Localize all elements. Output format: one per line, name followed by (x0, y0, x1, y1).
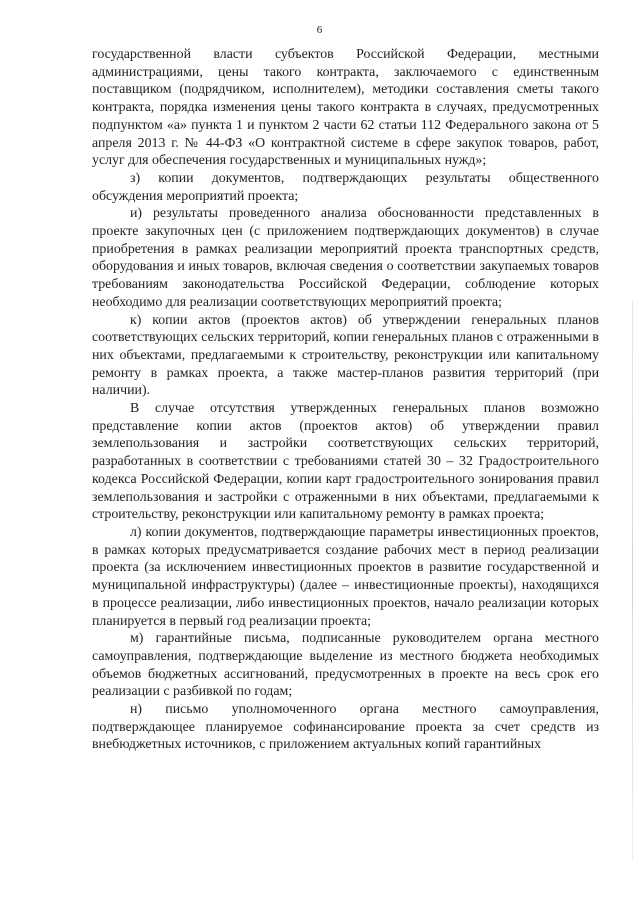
scan-edge-line (632, 300, 633, 860)
page-number: 6 (316, 24, 323, 36)
paragraph-item-m: м) гарантийные письма, подписанные руководителем органа местного самоуправления, подтверждающие выделение из местного бюджета необходимых объемов бюджетных ассигнований, предусмотренных в проекте на весь срок его реализации с разбивкой по годам; (92, 631, 599, 700)
paragraph-continuation: государственной власти субъектов Российской Федерации, местными администрациями, цены такого контракта, заключаемого с единственным поставщиком (подрядчиком, исполнителем), методики составления сметы такого контракта, порядка изменения цены такого контракта в случаях, предусмотренных подпунктом «а» пункта 1 и пунктом 2 части 62 статьи 112 Федерального закона от 5 апреля 2013 г. № 44-ФЗ «О контрактной системе в сфере закупок товаров, работ, услуг для обеспечения государственных и муниципальных нужд»; (92, 47, 599, 169)
paragraph-item-k: к) копии актов (проектов актов) об утверждении генеральных планов соответствующих сельских территорий, копии генеральных планов с отраженными в них объектами, предлагаемыми к строительству, реконструкции или капитальному ремонту в рамках проекта, а также мастер-планов развития территорий (при наличии). (92, 312, 599, 399)
paragraph-no-general-plans: В случае отсутствия утвержденных генеральных планов возможно представление копии актов (проектов актов) об утверждении правил землепользования и застройки соответствующих сельских территорий, разработанных в соответствии с требованиями статей 30 – 32 Градостроительного кодекса Российской Федерации, копии карт градостроительного зонирования правил землепользования и застройки с отраженными в них объектами, предлагаемыми к строительству, реконструкции или капитальному ремонту в рамках проекта; (92, 401, 599, 523)
paragraph-item-l: л) копии документов, подтверждающие параметры инвестиционных проектов, в рамках которых предусматривается создание рабочих мест в период реализации проекта (за исключением инвестиционных проектов в развитие государственной и муниципальной инфраструктуры) (далее – инвестиционные проекты), находящихся в процессе реализации, либо инвестиционных проектов, начало реализации которых планируется в первый год реализации проекта; (92, 524, 599, 629)
document-body (92, 46, 599, 754)
paragraph-item-i: и) результаты проведенного анализа обоснованности представленных в проекте закупочных цен (с приложением подтверждающих документов) в случае приобретения в рамках реализации мероприятий проекта транспортных средств, оборудования и иных товаров, включая сведения о соответствии закупаемых товаров требованиям законодательства Российской Федерации, соблюдение которых необходимо для реализации соответствующих мероприятий проекта; (92, 206, 599, 310)
paragraph-item-n: н) письмо уполномоченного органа местного самоуправления, подтверждающее планируемое софинансирование проекта за счет средств из внебюджетных источников, с приложением актуальных копий гарантийных (92, 702, 599, 753)
paragraph-item-z: з) копии документов, подтверждающих результаты общественного обсуждения мероприятий проекта; (92, 170, 599, 204)
